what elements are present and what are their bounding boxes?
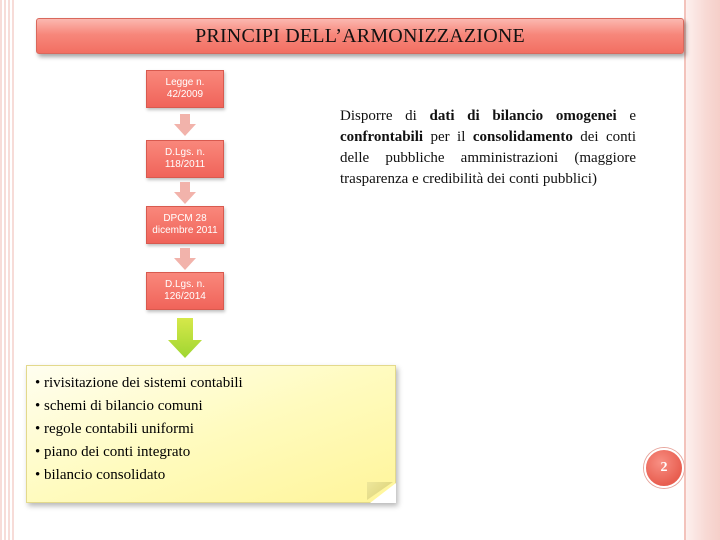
goal-bold-term: confrontabili — [340, 129, 424, 145]
step-label-line2: 42/2009 — [166, 89, 204, 100]
step-dpcm-28-dicembre-2011 — [146, 206, 224, 244]
step-legge-42-2009 — [146, 70, 224, 108]
outcome-item: • schemi di bilancio comuni — [35, 398, 203, 414]
goal-description — [340, 106, 636, 190]
page-title: PRINCIPI DELL’ARMONIZZAZIONE — [195, 24, 525, 47]
goal-text-part: Disporre di — [340, 108, 430, 124]
down-arrow-icon — [174, 248, 196, 270]
goal-bold-term: consolidamento — [472, 129, 573, 145]
page-number-badge: 2 — [644, 448, 684, 488]
step-dlgs-126-2014 — [146, 272, 224, 310]
final-down-arrow-icon — [168, 318, 202, 358]
right-decorative-rail — [686, 0, 720, 540]
title-banner — [36, 18, 684, 54]
down-arrow-icon — [174, 182, 196, 204]
outcomes-note — [26, 365, 396, 503]
step-label-line2: 126/2014 — [164, 291, 206, 302]
step-label-line2: dicembre 2011 — [152, 225, 218, 236]
left-decorative-stripes — [0, 0, 16, 540]
step-label-line1: DPCM 28 — [163, 213, 207, 224]
step-dlgs-118-2011 — [146, 140, 224, 178]
goal-text-part: per il — [423, 129, 473, 145]
step-label-line1: D.Lgs. n. — [164, 279, 206, 290]
step-label-line1: D.Lgs. n. — [164, 147, 205, 158]
outcome-item: • rivisitazione dei sistemi contabili — [35, 375, 243, 391]
step-label-line2: 118/2011 — [164, 159, 206, 170]
step-label-line1: Legge n. — [165, 77, 205, 88]
down-arrow-icon — [174, 114, 196, 136]
goal-bold-term: dati di bilancio omogenei — [429, 108, 617, 124]
outcome-item: • bilancio consolidato — [35, 467, 166, 483]
goal-text-part: dei conti delle pubbliche amministrazioni (maggiore trasparenza e credibilità dei conti pubblici) — [340, 129, 636, 187]
outcome-item: • regole contabili uniformi — [35, 421, 194, 437]
goal-text-part: e — [616, 108, 636, 124]
outcome-item: • piano dei conti integrato — [35, 444, 191, 460]
